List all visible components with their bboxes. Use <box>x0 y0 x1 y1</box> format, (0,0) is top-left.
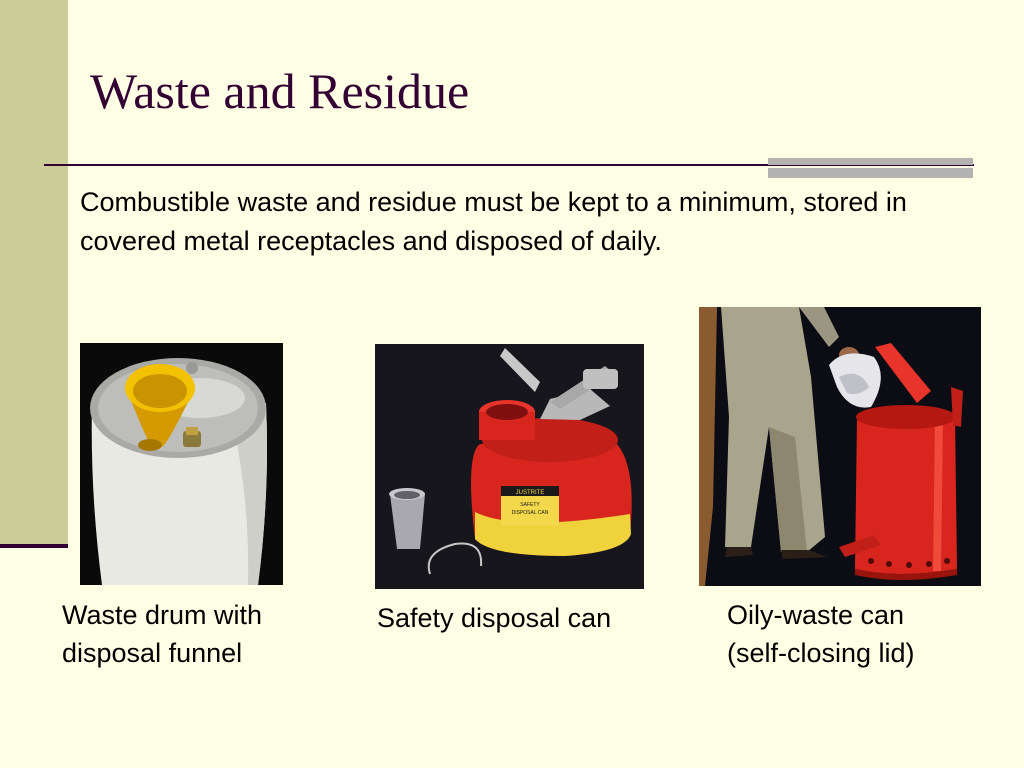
left-accent-rule <box>0 544 68 548</box>
left-accent-bar <box>0 0 68 545</box>
slide-title: Waste and Residue <box>90 63 470 119</box>
caption-waste-drum-line2: disposal funnel <box>62 638 243 668</box>
caption-oily-waste-can-line1: Oily-waste can <box>727 600 905 630</box>
title-gray-bar-top <box>768 158 973 165</box>
waste-drum-photo <box>80 343 283 585</box>
oily-waste-can-photo <box>699 307 981 586</box>
can-label-line2: DISPOSAL CAN <box>511 510 549 516</box>
caption-oily-waste-can-line2: (self-closing lid) <box>727 638 915 668</box>
caption-safety-can-line1: Safety disposal can <box>377 603 612 633</box>
title-gray-bar-bottom <box>768 168 973 178</box>
slide-body-text: Combustible waste and residue must be kept to a minimum, stored in covered metal receptacles and disposed of daily. <box>80 187 907 256</box>
can-label-line1: SAFETY <box>520 502 540 508</box>
safety-disposal-can-photo <box>375 344 644 589</box>
caption-waste-drum <box>62 596 322 672</box>
caption-waste-drum-line1: Waste drum with <box>62 600 263 630</box>
can-brand-label: JUSTRITE <box>515 490 545 496</box>
caption-oily-waste-can <box>727 596 987 672</box>
caption-safety-can <box>377 599 677 637</box>
